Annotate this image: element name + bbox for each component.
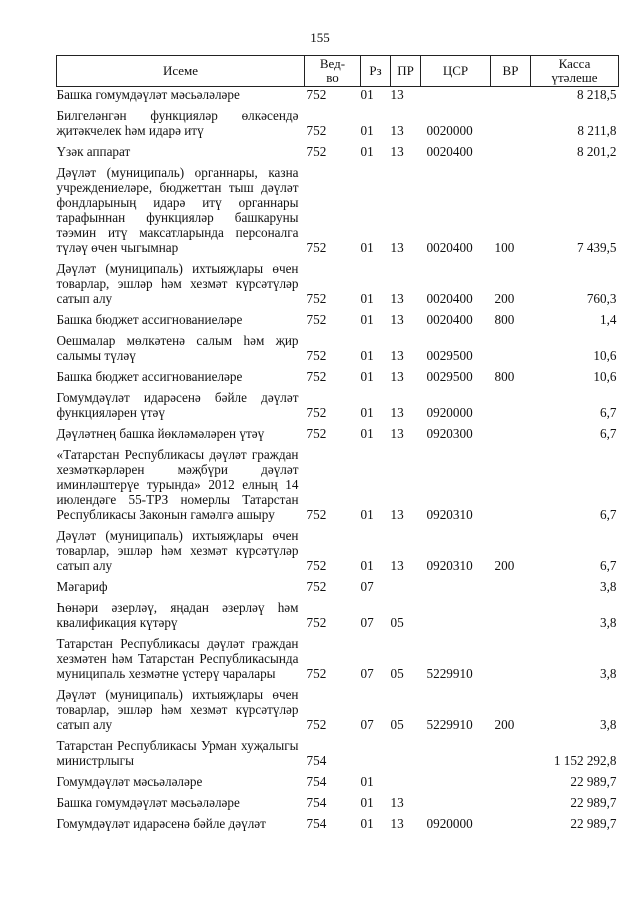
cell-kassa: 6,7 xyxy=(600,405,617,420)
table-header-row xyxy=(57,56,619,87)
table-row xyxy=(57,681,619,732)
cell-vr xyxy=(491,384,531,420)
cell-ved: 754 xyxy=(306,795,327,810)
cell-pr: 13 xyxy=(390,312,404,327)
cell-csr: 0020400 xyxy=(426,291,473,306)
cell-name: Башка бюджет ассигнованиеләре xyxy=(56,312,243,327)
cell-rz: 01 xyxy=(360,312,374,327)
cell-ved: 752 xyxy=(306,558,327,573)
cell-rz: 07 xyxy=(360,666,374,681)
table-row xyxy=(57,732,619,768)
cell-rz: 07 xyxy=(360,717,374,732)
table-row xyxy=(57,573,619,594)
cell-name: Гомумдәүләт идарәсенә бәйле дәүләт xyxy=(56,816,266,831)
cell-rz: 01 xyxy=(360,369,374,384)
table-row xyxy=(57,810,619,831)
cell-csr: 0029500 xyxy=(426,348,473,363)
cell-rz: 01 xyxy=(360,291,374,306)
cell-name: Оешмалар мөлкәтенә салым һәм җир салымы түләү xyxy=(56,333,299,363)
header-ved-line1: Вед- xyxy=(319,56,346,71)
table-row xyxy=(57,363,619,384)
table-row xyxy=(57,87,619,103)
cell-rz: 07 xyxy=(360,615,374,630)
budget-table xyxy=(56,55,619,831)
cell-kassa: 8 201,2 xyxy=(576,144,617,159)
cell-name: Үзәк аппарат xyxy=(56,144,131,159)
cell-kassa: 6,7 xyxy=(600,426,617,441)
cell-pr xyxy=(391,768,421,789)
cell-csr xyxy=(421,594,491,630)
cell-name: «Татарстан Республикасы дәүләт граждан хезмәткәрләрен мәҗбүри дәүләт иминләштерүе турында» 2012 елның 14 июлендәге 55-ТРЗ номерлы Татарстан Республикасы Законын гамәлгә ашыру xyxy=(56,447,299,522)
table-row xyxy=(57,420,619,441)
table-row xyxy=(57,255,619,306)
cell-rz xyxy=(361,732,391,768)
table-row xyxy=(57,594,619,630)
cell-name: Башка гомумдәүләт мәсьәләләре xyxy=(56,87,240,102)
cell-kassa: 6,7 xyxy=(600,507,617,522)
cell-csr: 5229910 xyxy=(426,717,473,732)
cell-vr: 800 xyxy=(494,369,515,384)
cell-rz: 01 xyxy=(360,123,374,138)
cell-vr xyxy=(491,102,531,138)
cell-vr xyxy=(491,573,531,594)
cell-csr: 0020000 xyxy=(426,123,473,138)
cell-kassa: 3,8 xyxy=(600,666,617,681)
cell-pr: 05 xyxy=(390,666,404,681)
cell-vr xyxy=(491,810,531,831)
cell-ved: 752 xyxy=(306,507,327,522)
header-kassa xyxy=(531,56,619,87)
header-kassa-line2: үтәлеше xyxy=(551,70,598,85)
cell-rz: 01 xyxy=(360,558,374,573)
cell-kassa: 10,6 xyxy=(593,369,617,384)
header-vr: ВР xyxy=(491,56,531,87)
cell-csr: 0920310 xyxy=(426,558,473,573)
header-ved xyxy=(305,56,361,87)
cell-rz: 01 xyxy=(360,426,374,441)
cell-vr: 200 xyxy=(494,717,515,732)
cell-rz: 01 xyxy=(360,816,374,831)
cell-vr: 200 xyxy=(494,558,515,573)
cell-pr: 13 xyxy=(390,348,404,363)
cell-csr: 0920000 xyxy=(426,405,473,420)
cell-pr: 13 xyxy=(390,240,404,255)
cell-ved: 752 xyxy=(306,123,327,138)
cell-pr: 13 xyxy=(390,123,404,138)
cell-rz: 01 xyxy=(360,507,374,522)
cell-csr: 0920300 xyxy=(426,426,473,441)
cell-kassa: 3,8 xyxy=(600,579,617,594)
cell-pr: 05 xyxy=(390,717,404,732)
table-row xyxy=(57,159,619,255)
cell-kassa: 10,6 xyxy=(593,348,617,363)
cell-pr xyxy=(391,573,421,594)
cell-rz: 01 xyxy=(360,348,374,363)
table-row xyxy=(57,384,619,420)
cell-pr: 13 xyxy=(390,405,404,420)
header-name: Исеме xyxy=(57,56,305,87)
cell-name: Дәүләт (муниципаль) органнары, казна учреждениеләре, бюджеттан тыш дәүләт фондларының идарә итү органнары тарафыннан функцияләр башкаруны тәэмин итү максатларында персоналга түләү өчен чыгымнар xyxy=(56,165,299,255)
cell-rz: 01 xyxy=(360,87,374,102)
cell-vr xyxy=(491,138,531,159)
cell-vr xyxy=(491,768,531,789)
cell-pr: 13 xyxy=(390,426,404,441)
cell-kassa: 760,3 xyxy=(586,291,617,306)
cell-name: Һөнәри әзерләү, яңадан әзерләү һәм квалификация күтәрү xyxy=(56,600,299,630)
cell-csr xyxy=(421,573,491,594)
table-row xyxy=(57,630,619,681)
cell-ved: 752 xyxy=(306,717,327,732)
cell-csr xyxy=(421,789,491,810)
cell-csr: 0920000 xyxy=(426,816,473,831)
cell-csr xyxy=(421,768,491,789)
cell-kassa: 22 989,7 xyxy=(570,816,617,831)
table-row xyxy=(57,306,619,327)
cell-kassa: 6,7 xyxy=(600,558,617,573)
cell-name: Татарстан Республикасы Урман хуҗалыгы министрлыгы xyxy=(56,738,299,768)
cell-name: Дәүләт (муниципаль) ихтыяҗлары өчен товарлар, эшләр һәм хезмәт күрсәтүләр сатып алу xyxy=(56,528,299,573)
header-rz: Рз xyxy=(361,56,391,87)
cell-ved: 752 xyxy=(306,144,327,159)
cell-name: Билгеләнгән функцияләр өлкәсендә җитәкчелек һәм идарә итү xyxy=(56,108,299,138)
table-row xyxy=(57,441,619,522)
header-pr: ПР xyxy=(391,56,421,87)
cell-ved: 752 xyxy=(306,579,327,594)
table-row xyxy=(57,768,619,789)
cell-name: Гомумдәүләт идарәсенә бәйле дәүләт функцияләрен үтәү xyxy=(56,390,299,420)
cell-ved: 752 xyxy=(306,615,327,630)
table-row xyxy=(57,327,619,363)
table-row xyxy=(57,789,619,810)
cell-kassa: 3,8 xyxy=(600,615,617,630)
cell-name: Дәүләтнең башка йөкләмәләрен үтәү xyxy=(56,426,265,441)
cell-ved: 752 xyxy=(306,291,327,306)
cell-kassa: 22 989,7 xyxy=(570,795,617,810)
cell-kassa: 3,8 xyxy=(600,717,617,732)
header-csr: ЦСР xyxy=(421,56,491,87)
header-kassa-line1: Касса xyxy=(558,56,591,71)
cell-kassa: 8 211,8 xyxy=(577,123,617,138)
cell-vr xyxy=(491,594,531,630)
cell-pr: 13 xyxy=(390,369,404,384)
cell-csr xyxy=(421,732,491,768)
page-number: 155 xyxy=(310,30,330,45)
cell-kassa: 8 218,5 xyxy=(576,87,617,102)
cell-csr: 0920310 xyxy=(426,507,473,522)
table-row xyxy=(57,522,619,573)
cell-vr xyxy=(491,327,531,363)
cell-ved: 754 xyxy=(306,774,327,789)
cell-rz: 01 xyxy=(360,144,374,159)
cell-name: Дәүләт (муниципаль) ихтыяҗлары өчен товарлар, эшләр һәм хезмәт күрсәтүләр сатып алу xyxy=(56,261,299,306)
cell-ved: 752 xyxy=(306,87,327,102)
cell-name: Гомумдәүләт мәсьәләләре xyxy=(56,774,203,789)
cell-ved: 752 xyxy=(306,666,327,681)
cell-rz: 07 xyxy=(360,579,374,594)
cell-vr: 800 xyxy=(494,312,515,327)
cell-ved: 754 xyxy=(306,753,327,768)
cell-pr: 05 xyxy=(390,615,404,630)
table-row xyxy=(57,102,619,138)
header-ved-line2: во xyxy=(326,70,339,85)
cell-vr: 100 xyxy=(494,240,515,255)
cell-name: Башка бюджет ассигнованиеләре xyxy=(56,369,243,384)
cell-ved: 752 xyxy=(306,240,327,255)
cell-csr xyxy=(421,87,491,103)
cell-vr xyxy=(491,630,531,681)
cell-name: Башка гомумдәүләт мәсьәләләре xyxy=(56,795,240,810)
cell-pr: 13 xyxy=(390,87,404,102)
cell-ved: 752 xyxy=(306,369,327,384)
cell-vr xyxy=(491,420,531,441)
cell-vr xyxy=(491,789,531,810)
cell-pr: 13 xyxy=(390,507,404,522)
cell-pr: 13 xyxy=(390,558,404,573)
cell-name: Дәүләт (муниципаль) ихтыяҗлары өчен товарлар, эшләр һәм хезмәт күрсәтүләр сатып алу xyxy=(56,687,299,732)
cell-rz: 01 xyxy=(360,795,374,810)
cell-ved: 752 xyxy=(306,426,327,441)
cell-kassa: 1 152 292,8 xyxy=(553,753,617,768)
cell-rz: 01 xyxy=(360,240,374,255)
cell-kassa: 7 439,5 xyxy=(576,240,617,255)
cell-pr: 13 xyxy=(390,291,404,306)
cell-rz: 01 xyxy=(360,774,374,789)
cell-vr xyxy=(491,87,531,103)
cell-pr xyxy=(391,732,421,768)
cell-vr xyxy=(491,732,531,768)
cell-ved: 752 xyxy=(306,405,327,420)
cell-name: Мәгариф xyxy=(56,579,108,594)
cell-csr: 0020400 xyxy=(426,144,473,159)
cell-csr: 0020400 xyxy=(426,312,473,327)
cell-kassa: 22 989,7 xyxy=(570,774,617,789)
cell-name: Татарстан Республикасы дәүләт граждан хезмәтен һәм Татарстан Республикасында муниципаль хезмәтне үстерү чаралары xyxy=(56,636,299,681)
cell-pr: 13 xyxy=(390,816,404,831)
cell-csr: 5229910 xyxy=(426,666,473,681)
cell-vr xyxy=(491,441,531,522)
cell-ved: 752 xyxy=(306,348,327,363)
cell-ved: 754 xyxy=(306,816,327,831)
cell-rz: 01 xyxy=(360,405,374,420)
cell-csr: 0029500 xyxy=(426,369,473,384)
table-row xyxy=(57,138,619,159)
cell-pr: 13 xyxy=(390,795,404,810)
cell-ved: 752 xyxy=(306,312,327,327)
cell-pr: 13 xyxy=(390,144,404,159)
cell-vr: 200 xyxy=(494,291,515,306)
cell-csr: 0020400 xyxy=(426,240,473,255)
cell-kassa: 1,4 xyxy=(600,312,617,327)
